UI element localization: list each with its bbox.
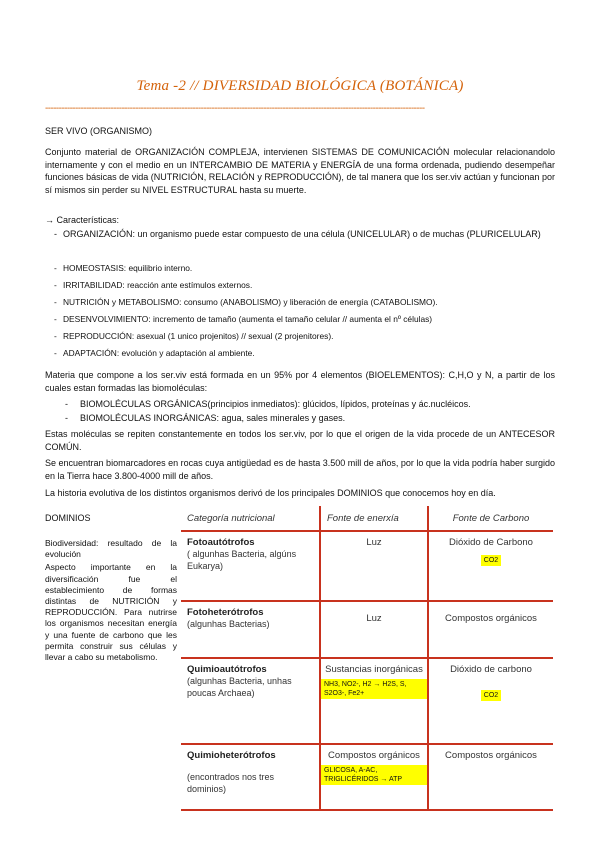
highlight-note: CO2 xyxy=(481,555,501,566)
table-row xyxy=(181,658,553,744)
list-item: - BIOMOLÉCULAS ORGÁNICAS(principios inmediatos): glúcidos, lípidos, proteínas y ác.nucléicos. xyxy=(65,399,471,409)
nutrition-table xyxy=(181,506,553,811)
highlight-note: CO2 xyxy=(481,690,501,701)
carbon-source: Dióxido de carbono xyxy=(450,664,532,675)
table-header-carbon: Fonte de Carbono xyxy=(428,506,553,531)
category-name: Fotoheterótrofos xyxy=(187,607,264,618)
section-heading-ser-vivo: SER VIVO (ORGANISMO) xyxy=(45,126,153,136)
list-item: - ORGANIZACIÓN: un organismo puede estar compuesto de una célula (UNICELULAR) o de muchas (PLURICELULAR) xyxy=(54,229,541,239)
category-name: Quimioheterótrofos xyxy=(187,750,276,761)
list-item: - ADAPTACIÓN: evolución y adaptación al ambiente. xyxy=(54,348,255,358)
table-header-category: Categoría nutricional xyxy=(181,506,320,531)
highlight-note: NH3, NO2-, H2 → H2S, S, S2O3-, Fe2+ xyxy=(321,679,427,699)
category-sub: (encontrados nos tres dominios) xyxy=(187,772,275,794)
list-item: - DESENVOLVIMIENTO: incremento de tamaño (aumenta el tamaño celular // aumenta el nº células) xyxy=(54,314,433,324)
matter-paragraph: Materia que compone a los ser.viv está formada en un 95% por 4 elementos (BIOELEMENTOS): C,H,O y N, a partir de los cuales estan formadas las biomoléculas: xyxy=(45,370,555,393)
category-sub: (algunhas Bacterias) xyxy=(187,619,270,629)
highlight-note: GLICOSA, A-AC, TRIGLICÉRIDOS → ATP xyxy=(321,765,427,785)
table-header-energy: Fonte de enerxía xyxy=(320,506,428,531)
energy-source: Sustancias inorgánicas xyxy=(325,664,423,675)
energy-source: Luz xyxy=(366,613,382,624)
side-text-biodiversity: Biodiversidad: resultado de la evolución xyxy=(45,538,177,560)
side-text-nutrition: Aspecto importante en la diversificación fue el establecimiento de formas distintas de NUTRICIÓN y REPRODUCCIÓN. Para nutrirse los organismos necesitan energía y una fuente de carbono que les permita construir sus células y llevar a cabo su metabolismo. xyxy=(45,562,177,663)
page-title: Tema -2 // DIVERSIDAD BIOLÓGICA (BOTÁNICA) xyxy=(136,78,464,94)
category-sub: ( algunhas Bacteria, algúns Eukarya) xyxy=(187,549,297,571)
domains-heading: DOMINIOS xyxy=(45,513,91,523)
domains-side-text xyxy=(45,538,177,665)
table-row xyxy=(181,531,553,601)
characteristics-heading: → Características: xyxy=(45,215,120,225)
list-item: - HOMEOSTASIS: equilibrio interno. xyxy=(54,263,193,273)
list-item: - BIOMOLÉCULAS INORGÁNICAS: agua, sales minerales y gases. xyxy=(65,413,346,423)
category-sub: (algunhas Bacteria, unhas poucas Archaea) xyxy=(187,676,292,698)
list-item: - NUTRICIÓN y METABOLISMO: consumo (ANABOLISMO) y liberación de energía (CATABOLISMO). xyxy=(54,297,438,307)
carbon-source: Compostos orgánicos xyxy=(445,750,537,761)
carbon-source: Dióxido de Carbono xyxy=(449,537,533,548)
intro-paragraph: Conjunto material de ORGANIZACIÓN COMPLEJA, intervienen SISTEMAS DE COMUNICACIÓN molecular relacionandolo internamente y con el medio en un INTERCAMBIO DE MATERIA y ENERGÍA de una forma ordenada, pudiendo desempeñar funciones básicas de vida (NUTRICIÓN, RELACIÓN y REPRODUCCIÓN), de tal manera que los ser.viv actúan y funcionan por sí mismos sin perder su NIVEL ESTRUCTURAL hasta su muerte. xyxy=(45,147,555,195)
carbon-source: Compostos orgánicos xyxy=(445,613,537,624)
table-row xyxy=(181,601,553,658)
category-name: Quimioautótrofos xyxy=(187,664,267,675)
energy-source: Compostos orgánicos xyxy=(328,750,420,761)
energy-source: Luz xyxy=(366,537,382,548)
paragraph-domains-history: La historia evolutiva de los distintos organismos derivó de los principales DOMINIOS que conocemos hoy en día. xyxy=(45,488,496,498)
list-item: - IRRITABILIDAD: reacción ante estímulos externos. xyxy=(54,280,253,290)
category-name: Fotoautótrofos xyxy=(187,537,255,548)
paragraph-common-ancestor: Estas moléculas se repiten constantemente en todos los ser.viv, por lo que el origen de la vida procede de un ANTECESOR COMÚN. xyxy=(45,429,555,452)
title-divider: ------------------------------------------------------------------------------------------------------------------------------------------- xyxy=(45,104,425,114)
list-item: - REPRODUCCIÓN: asexual (1 unico projenitos) // sexual (2 projenitores). xyxy=(54,331,334,341)
table-row xyxy=(181,744,553,810)
paragraph-biomarkers: Se encuentran biomarcadores en rocas cuya antigüedad es de hasta 3.500 mill de años, por lo que la vida podría haber surgido en la Tierra hace 3.800-4000 mill de años. xyxy=(45,458,555,481)
